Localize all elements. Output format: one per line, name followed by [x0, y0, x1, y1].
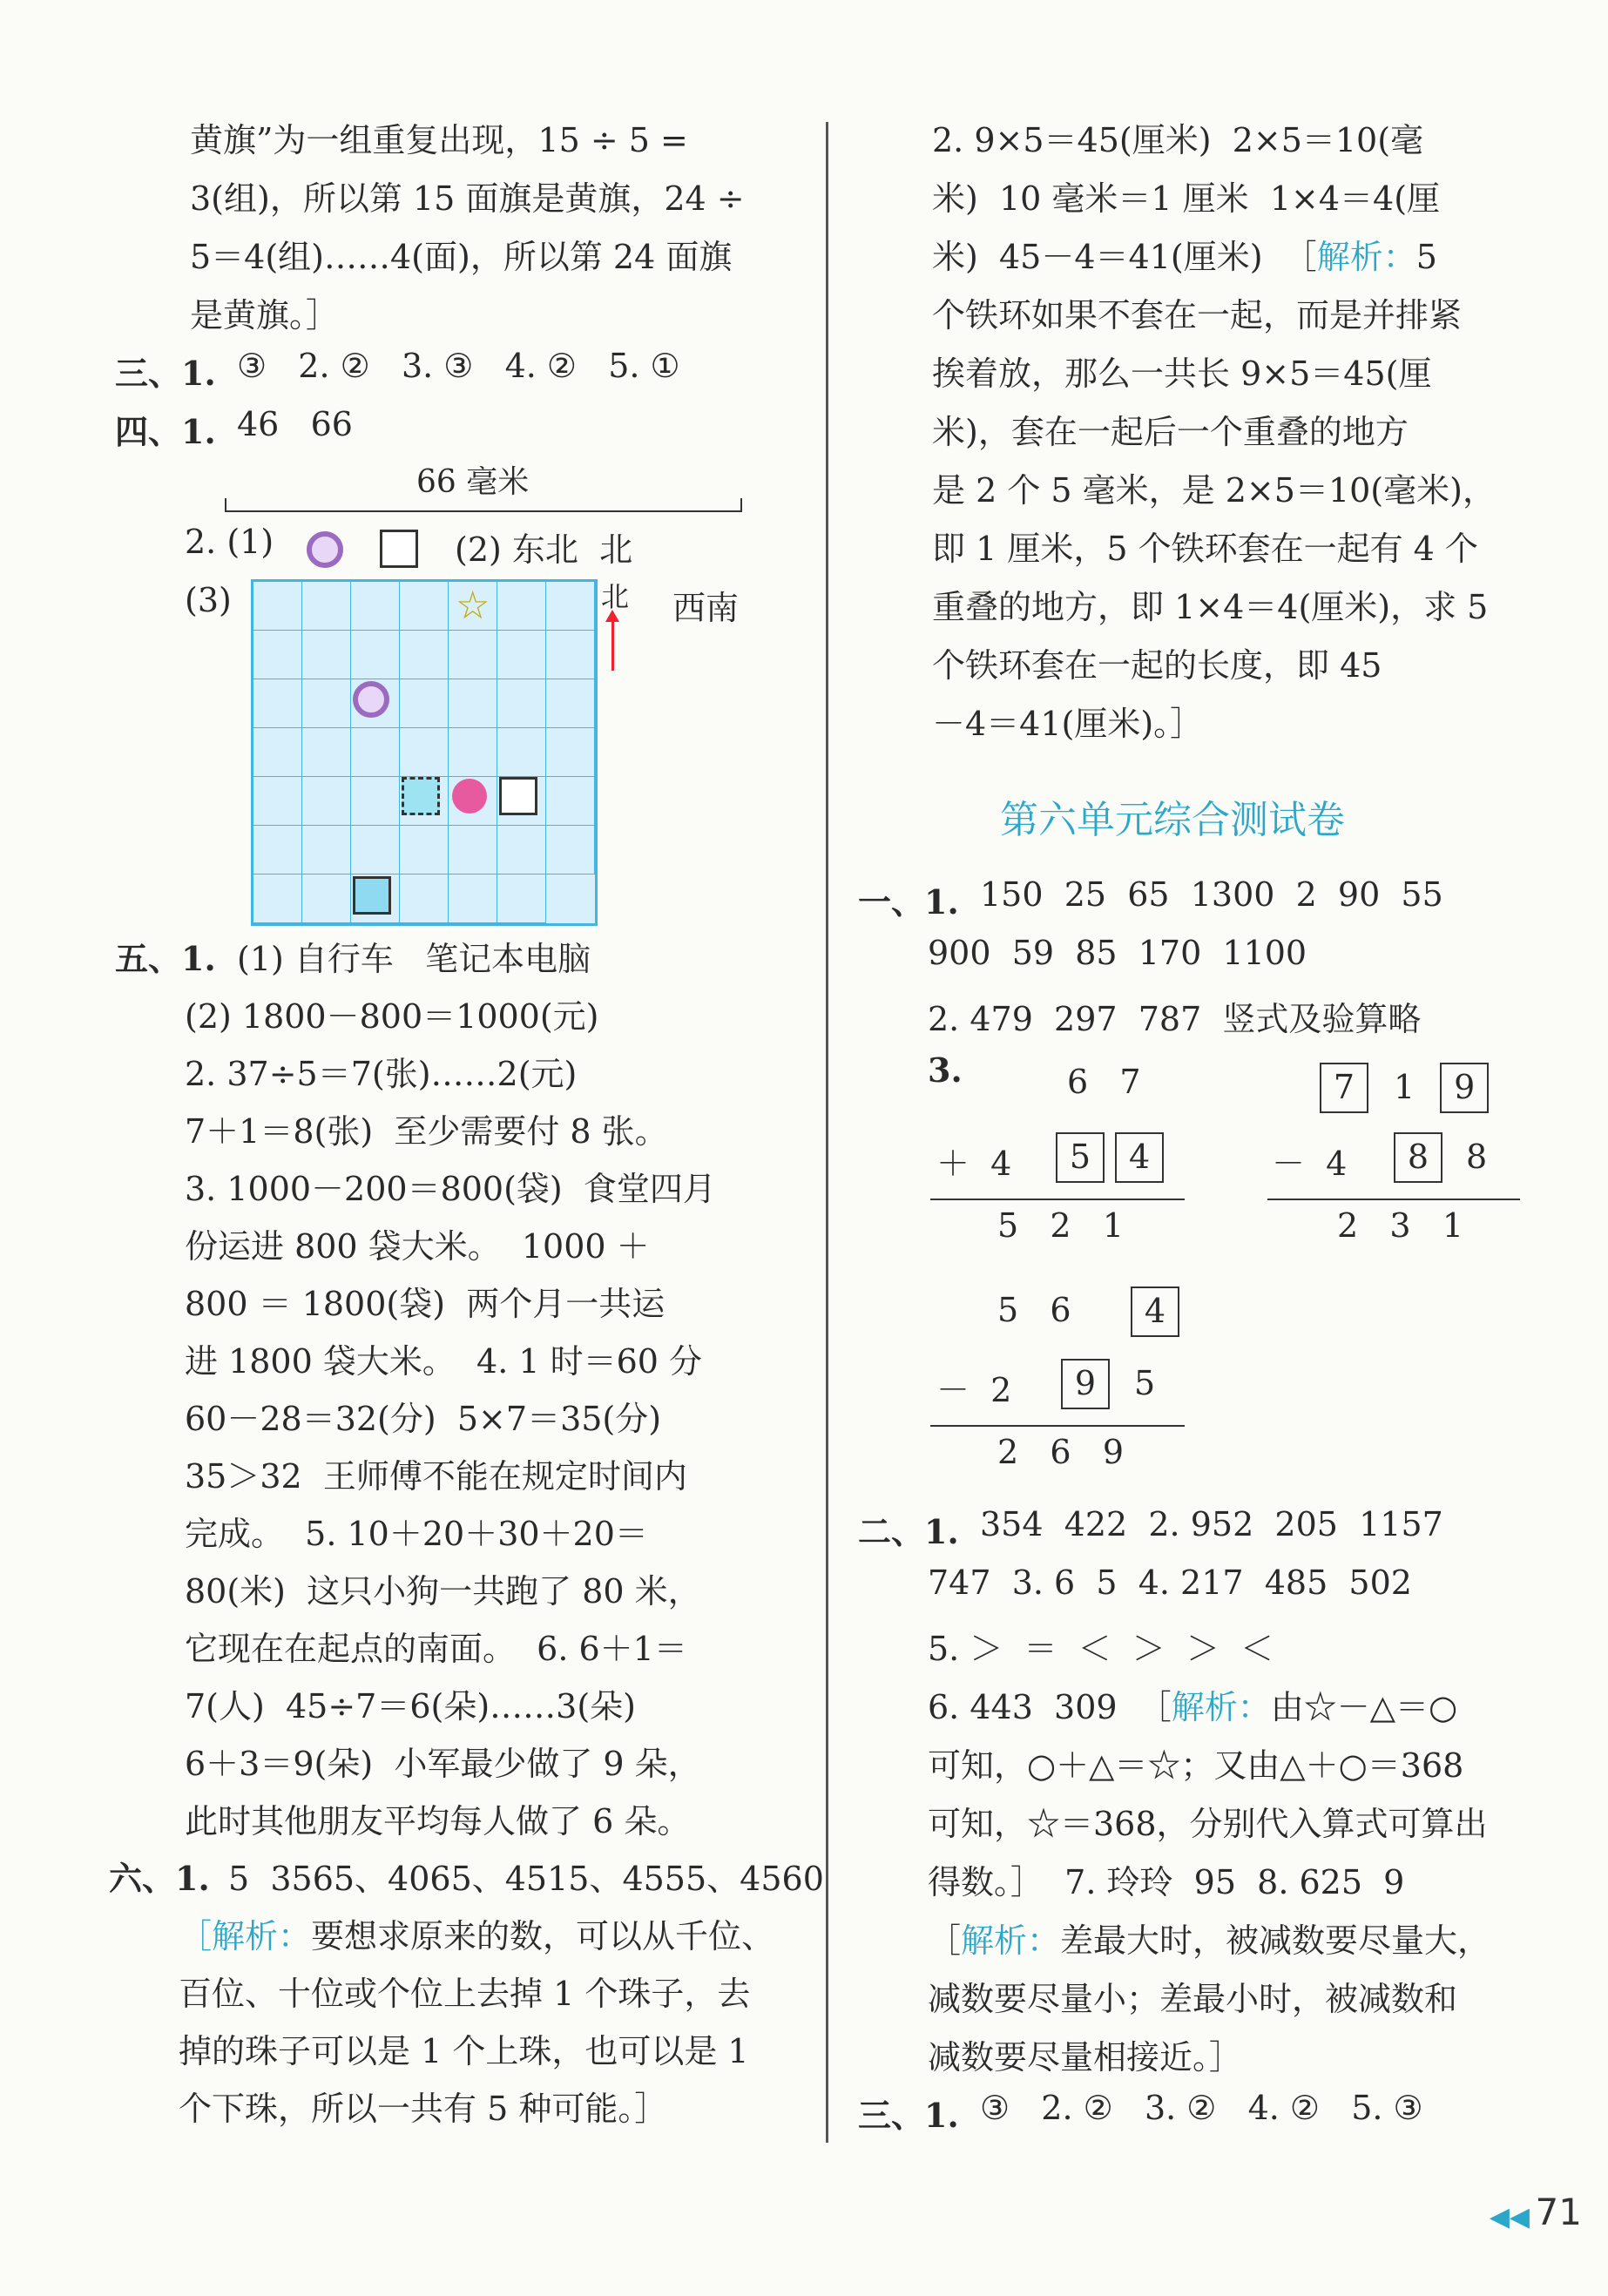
text-line: 7＋1＝8(张) 至少需要付 8 张。 [185, 1112, 668, 1151]
analysis-label: 解析： [1316, 238, 1416, 276]
text-line: 3(组)，所以第 15 面旗是黄旗，24 ÷ [190, 179, 745, 218]
answer-box: 5 [1056, 1132, 1105, 1183]
text-line: (2) 东北 北 [455, 530, 633, 569]
position-grid [251, 579, 598, 926]
pink-circle-icon [452, 779, 487, 814]
text-line: 可知，○＋△＝☆；又由△＋○＝368 [928, 1746, 1464, 1785]
text-line: 西南 [672, 589, 740, 627]
star-icon: ☆ [456, 584, 490, 628]
text-line: 个铁环套在一起的长度，即 45 [932, 646, 1382, 685]
answer-box: 4 [1115, 1132, 1164, 1183]
text-line: 80(米) 这只小狗一共跑了 80 米， [185, 1572, 701, 1611]
section-heading: 四、1. [115, 412, 216, 451]
answer-box: 9 [1061, 1359, 1110, 1409]
text-line: 是 2 个 5 毫米，是 2×5＝10(毫米)， [932, 471, 1496, 510]
calc-result: 2 3 1 [1337, 1206, 1464, 1245]
text-line: 3. 1000－200＝800(袋) 食堂四月 [185, 1170, 716, 1208]
blue-square-icon [353, 876, 391, 915]
north-arrow-icon [611, 618, 614, 671]
text-line: 掉的珠子可以是 1 个上珠，也可以是 1 [179, 2032, 749, 2070]
text-line: 米)，套在一起后一个重叠的地方 [932, 413, 1409, 451]
calc-result: 5 2 1 [997, 1206, 1125, 1245]
text-line: 得数。］ 7. 玲玲 95 8. 625 9 [928, 1863, 1405, 1901]
text-line: 747 3. 6 5 4. 217 485 502 [928, 1563, 1412, 1602]
answer-box: 8 [1394, 1132, 1442, 1183]
text-line: 份运进 800 袋大米。 1000 ＋ [185, 1227, 650, 1266]
ring-icon [307, 531, 343, 568]
calc-result: 2 6 9 [997, 1433, 1125, 1471]
answer-box: 9 [1440, 1063, 1489, 1113]
calc-operator: － 4 [1272, 1145, 1348, 1183]
text-line: 46 66 [237, 405, 353, 443]
square-icon [380, 530, 418, 568]
section-heading: 一、1. [858, 882, 959, 922]
calc-digits [1056, 1132, 1164, 1183]
dashed-square-icon [402, 777, 440, 815]
text-line: ③ 2. ② 3. ③ 4. ② 5. ① [237, 347, 680, 385]
calc-digits [1131, 1286, 1179, 1337]
ruler-label: 66 毫米 [416, 464, 530, 500]
calc-operator: ＋ 4 [936, 1145, 1012, 1183]
analysis-label: ［解析： [179, 1917, 312, 1955]
text-line: 重叠的地方，即 1×4＝4(厘米)，求 5 [932, 588, 1489, 626]
text-line: 60－28＝32(分) 5×7＝35(分) [185, 1400, 662, 1438]
text-line: (3) [185, 581, 232, 619]
text-line: 5＝4(组)……4(面)，所以第 24 面旗 [190, 238, 733, 276]
section-heading: 二、1. [858, 1512, 959, 1551]
text-line: 是黄旗。］ [190, 296, 340, 334]
page-number: 71 [1535, 2191, 1582, 2233]
calc-digits: 5 6 [997, 1291, 1071, 1329]
text-line: 它现在在起点的南面。 6. 6＋1＝ [185, 1630, 687, 1668]
north-label: 北 [601, 580, 630, 613]
calc-digits: 7 1 9 [1320, 1063, 1489, 1113]
text-line: 7(人) 45÷7＝6(朵)……3(朵) [185, 1687, 637, 1725]
text-line: 挨着放，那么一共长 9×5＝45(厘 [932, 355, 1432, 393]
text-line: 2. (1) [185, 523, 274, 561]
analysis-line: ［解析：差最大时，被减数要尽量大， [928, 1921, 1491, 1960]
section-title: 第六单元综合测试卷 [1000, 798, 1345, 842]
text-line: 5 3565、4065、4515、4555、4560 [228, 1860, 824, 1898]
text-line: 35＞32 王师傅不能在规定时间内 [185, 1457, 687, 1496]
text-line: (2) 1800－800＝1000(元) [185, 997, 599, 1036]
text-line: 5. ＞ ＝ ＜ ＞ ＞ ＜ [928, 1630, 1274, 1668]
text-line: 2. 9×5＝45(厘米) 2×5＝10(毫 [932, 121, 1424, 159]
text-line: 进 1800 袋大米。 4. 1 时＝60 分 [185, 1342, 703, 1381]
calc-rule [930, 1199, 1185, 1200]
text-line: 800 ＝ 1800(袋) 两个月一共运 [185, 1285, 665, 1323]
column-divider [826, 122, 828, 2143]
calc-rule [1267, 1199, 1520, 1200]
text-line: 900 59 85 170 1100 [928, 934, 1307, 972]
text-line: 百位、十位或个位上去掉 1 个珠子，去 [179, 1975, 751, 2013]
text-line: 此时其他朋友平均每人做了 6 朵。 [185, 1802, 691, 1840]
analysis-label: 解析： [961, 1921, 1061, 1960]
square-icon [499, 777, 537, 815]
text-line: 6＋3＝9(朵) 小军最少做了 9 朵， [185, 1745, 701, 1783]
analysis-line: 米) 45－4＝41(厘米) ［解析：5 [932, 238, 1437, 276]
analysis-label: 解析： [1171, 1688, 1271, 1726]
ring-icon [353, 681, 389, 718]
text-line: 完成。 5. 10＋20＋30＋20＝ [185, 1515, 648, 1553]
calc-operator: － 2 [936, 1371, 1012, 1409]
text-line: 150 25 65 1300 2 90 55 [980, 875, 1443, 914]
ruler-line [225, 498, 742, 512]
question-number: 3. [928, 1050, 963, 1090]
text-line: 个铁环如果不套在一起，而是并排紧 [932, 296, 1463, 334]
text-line: 个下珠，所以一共有 5 种可能。］ [179, 2090, 668, 2128]
section-heading: 三、1. [858, 2096, 959, 2135]
text-line: 354 422 2. 952 205 1157 [980, 1505, 1443, 1543]
text-line: 可知，☆＝368，分别代入算式可算出 [928, 1805, 1488, 1843]
text-line: 黄旗”为一组重复出现，15 ÷ 5 = [190, 121, 688, 159]
text-line: 即 1 厘米，5 个铁环套在一起有 4 个 [932, 530, 1478, 568]
text-line: 2. 479 297 787 竖式及验算略 [928, 1000, 1422, 1038]
text-line: －4＝41(厘米)。］ [932, 705, 1204, 743]
answer-box: 4 [1131, 1286, 1179, 1337]
text-line: 2. 37÷5＝7(张)……2(元) [185, 1055, 578, 1093]
nav-arrows-icon: ◀◀ [1489, 2202, 1530, 2232]
calc-digits: 8 8 [1394, 1132, 1500, 1183]
analysis-line: 6. 443 309 ［解析：由☆－△＝○ [928, 1688, 1458, 1726]
calc-digits: 9 5 [1061, 1359, 1169, 1409]
analysis-line: ［解析：要想求原来的数，可以从千位、 [179, 1917, 775, 1955]
text-line: 减数要尽量相接近。］ [928, 2038, 1243, 2077]
text-line: 米) 10 毫米＝1 厘米 1×4＝4(厘 [932, 179, 1441, 218]
calc-digits: 6 7 [1067, 1063, 1141, 1101]
calc-rule [930, 1425, 1185, 1427]
text-line: 减数要尽量小；差最小时，被减数和 [928, 1980, 1458, 2018]
section-heading: 五、1. [115, 939, 216, 978]
text-line: ③ 2. ② 3. ② 4. ② 5. ③ [980, 2089, 1423, 2127]
text-line: (1) 自行车 笔记本电脑 [237, 940, 591, 978]
answer-box: 7 [1320, 1063, 1368, 1113]
section-heading: 三、1. [115, 354, 216, 393]
section-heading: 六、1. [109, 1859, 210, 1898]
